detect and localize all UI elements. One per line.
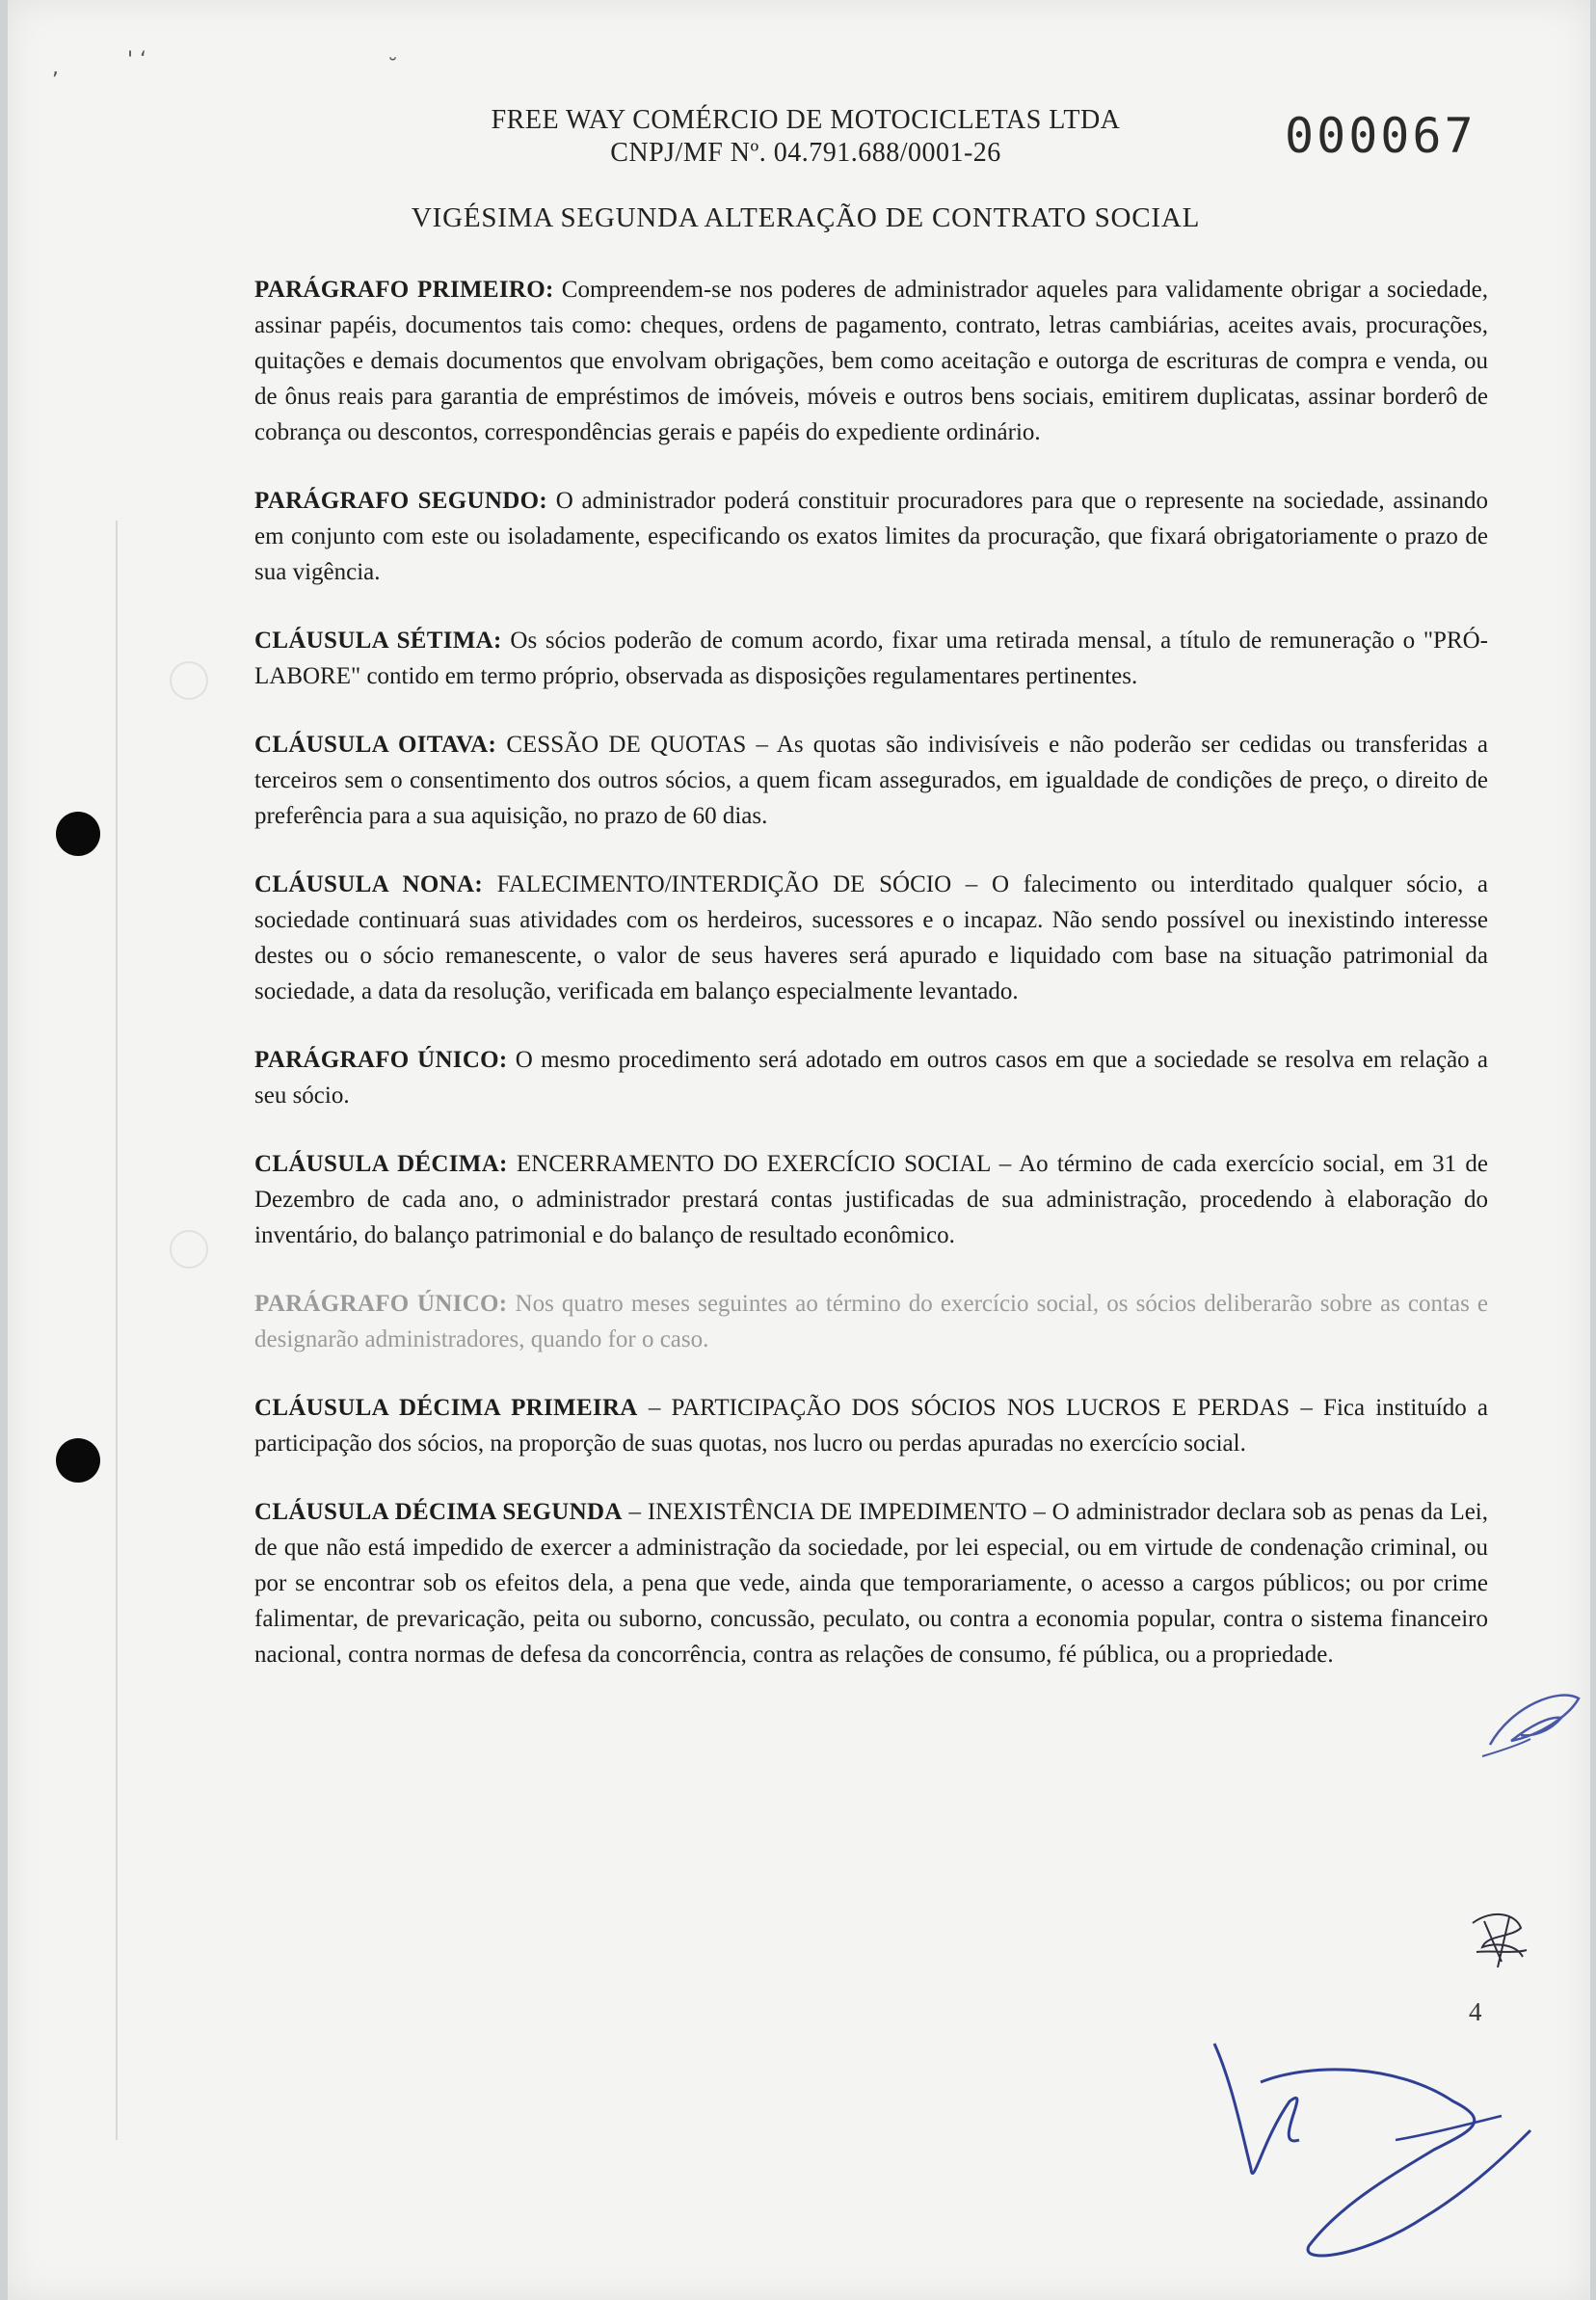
paragraph-heading: PARÁGRAFO PRIMEIRO: [254,277,554,303]
clausula-oitava [254,727,1488,834]
paragraph-heading: CLÁUSULA DÉCIMA PRIMEIRA [254,1395,638,1421]
paragraph-text: Compreendem-se nos poderes de administrador aqueles para validamente obrigar a sociedade, assinar papéis, documentos tais como: cheques, ordens de pagamento, contrato, letras cambiárias, aceites avais, procurações, quitações e demais documentos que envolvam obrigações, bem como aceitação e outorga de escrituras de compra e venda, ou de ônus reais para garantia de empréstimos de imóveis, móveis e outros bens sociais, emitirem duplicatas, assinar borderô de cobrança ou descontos, correspondências gerais e papéis do expediente ordinário. [254,277,1488,445]
paragraph-text: Os sócios poderão de comum acordo, fixar uma retirada mensal, a título de remuneração o "PRÓ-LABORE" contido em termo próprio, observada as disposições regulamentares pertinentes. [254,628,1489,689]
main-signature [1145,2024,1550,2275]
paragraph-heading: PARÁGRAFO SEGUNDO: [254,488,547,514]
clausula-decima-primeira [254,1390,1488,1461]
paragraph-heading: CLÁUSULA NONA: [254,871,483,897]
paragraph-heading: CLÁUSULA DÉCIMA: [254,1151,508,1177]
paragraph-text: O mesmo procedimento será adotado em outros casos em que a sociedade se resolva em relação a seu sócio. [254,1047,1489,1109]
page-fold-line [116,521,118,2140]
paragraph-text: O administrador poderá constituir procuradores para que o represente na sociedade, assinando em conjunto com este ou isoladamente, especificando os exatos limites da procuração, que fixará obrigatoriamente o prazo de sua vigência. [254,488,1488,585]
scan-speck: ˘ [387,56,398,80]
paragraph-segundo [254,483,1488,590]
paragraph-heading: PARÁGRAFO ÚNICO: [254,1291,508,1317]
clausula-nona [254,867,1488,1009]
margin-initial-signature [1473,1677,1588,1774]
paragraph-text: – INEXISTÊNCIA DE IMPEDIMENTO – O administrador declara sob as penas da Lei, de que não está impedido de exercer a administração da sociedade, por lei especial, ou em virtude de condenação criminal, ou por se encontrar sob os efeitos dela, a pena que vede, ainda que temporariamente, o acesso a cargos públicos; ou por crime falimentar, de prevaricação, peita ou suborno, concussão, peculato, ou contra a economia popular, contra o sistema financeiro nacional, contra normas de defesa da concorrência, contra as relações de consumo, fé pública, ou a propriedade. [254,1499,1489,1668]
paragraph-text: – PARTICIPAÇÃO DOS SÓCIOS NOS LUCROS E PERDAS – Fica instituído a participação dos sócios, na proporção de suas quotas, nos lucro ou perdas apuradas no exercício social. [254,1395,1488,1457]
paragraph-heading: CLÁUSULA OITAVA: [254,732,497,758]
paragraph-text: ENCERRAMENTO DO EXERCÍCIO SOCIAL – Ao término de cada exercício social, em 31 de Dezembro de cada ano, o administrador prestará contas justificadas de sua administração, procedendo à elaboração do inventário, do balanço patrimonial e do balanço de resultado econômico. [254,1151,1488,1248]
document-number: 000067 [1285,108,1476,164]
paragraph-heading: CLÁUSULA SÉTIMA: [254,628,502,654]
company-cnpj: CNPJ/MF Nº. 04.791.688/0001-26 [610,138,1001,168]
clausula-decima [254,1146,1488,1253]
document-title: VIGÉSIMA SEGUNDA ALTERAÇÃO DE CONTRATO SOCIAL [411,202,1201,233]
page-number: 4 [1469,1997,1482,2026]
paragraph-text: FALECIMENTO/INTERDIÇÃO DE SÓCIO – O falecimento ou interditado qualquer sócio, a sociedade continuará suas atividades com os herdeiros, sucessores e o incapaz. Não sendo possível ou inexistindo interesse destes ou o sócio remanescente, o valor de seus haveres será apurado e liquidado com base na situação patrimonial da sociedade, a data da resolução, verificada em balanço especialmente levantado. [254,871,1489,1004]
document-page [8,0,1590,2300]
punch-hole-trace-lower [170,1230,208,1269]
paragraph-text: Nos quatro meses seguintes ao término do exercício social, os sócios deliberarão sobre as contas e designarão administradores, quando for o caso. [254,1291,1489,1352]
paragraph-primeiro [254,272,1488,450]
paragrafo-unico-decima [254,1286,1488,1357]
punch-hole-trace-upper [170,661,208,700]
clausula-setima [254,623,1488,694]
punch-hole-lower [56,1438,100,1483]
company-name: FREE WAY COMÉRCIO DE MOTOCICLETAS LTDA [491,105,1121,135]
clausula-decima-segunda [254,1494,1488,1672]
scan-speck: , [52,56,59,80]
punch-hole-upper [56,812,100,856]
scan-speck: ' ‘ [127,48,147,72]
rubric-signature [1463,1904,1540,1981]
paragraph-heading: PARÁGRAFO ÚNICO: [254,1047,508,1073]
paragrafo-unico-nona [254,1042,1488,1113]
paragraph-heading: CLÁUSULA DÉCIMA SEGUNDA [254,1499,623,1525]
paragraph-text: CESSÃO DE QUOTAS – As quotas são indivisíveis e não poderão ser cedidas ou transferidas a terceiros sem o consentimento dos outros sócios, a quem ficam assegurados, em igualdade de condições de preço, o direito de preferência para a sua aquisição, no prazo de 60 dias. [254,732,1488,829]
document-body [254,272,1488,1705]
